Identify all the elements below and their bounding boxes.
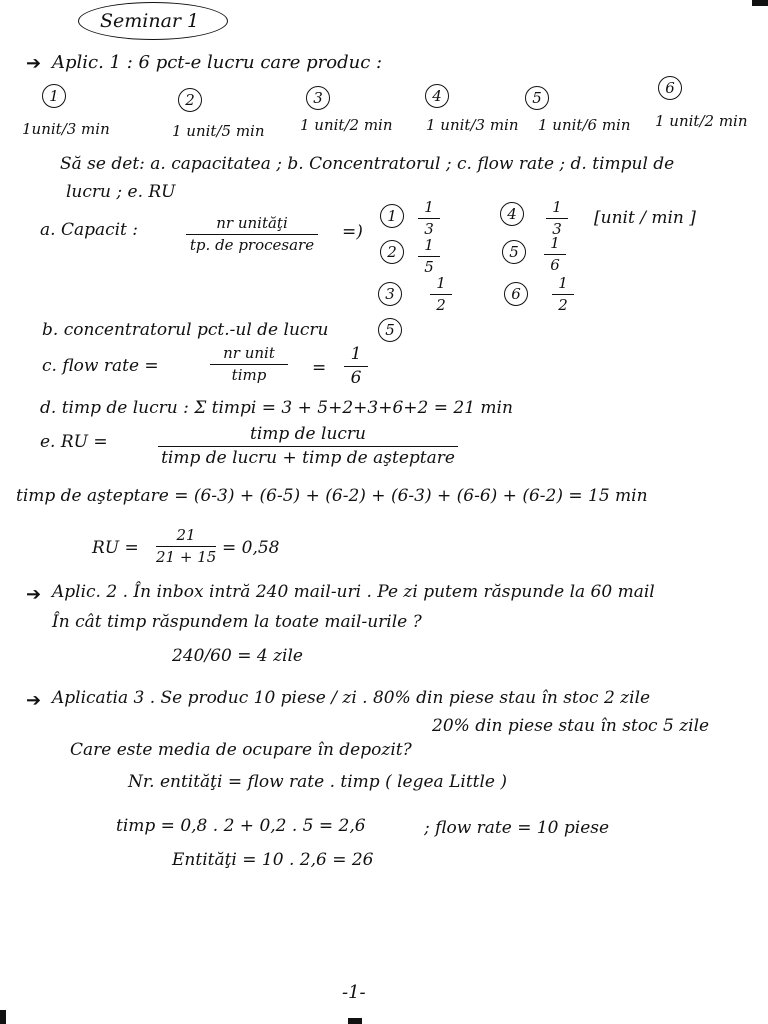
fraction-bar (418, 218, 440, 219)
fraction-bar (544, 254, 566, 255)
ru-denominator: 21 + 15 (156, 548, 217, 566)
c-result-fraction (344, 346, 368, 387)
arrow-icon: ➔ (26, 584, 42, 605)
fraction-bar (552, 294, 574, 295)
station-rate: 1 unit/2 min (300, 116, 393, 134)
cap-station-number: 1 (380, 204, 404, 228)
scan-edge-mark (348, 1018, 362, 1024)
cap-den: 5 (424, 258, 434, 276)
c-fraction (210, 346, 288, 383)
cap-den: 3 (552, 220, 562, 238)
c-denominator: timp (231, 366, 267, 384)
e-denominator: timp de lucru + timp de aşteptare (161, 448, 455, 468)
ex1-question-line1: Să se det: a. capacitatea ; b. Concentratorul ; c. flow rate ; d. timpul de (60, 154, 675, 174)
wait-time-line: timp de aşteptare = (6-3) + (6-5) + (6-2) + (6-3) + (6-6) + (6-2) = 15 min (16, 486, 648, 506)
e-label: e. RU = (40, 432, 108, 452)
cap-fraction (418, 200, 440, 237)
cap-fraction (430, 276, 452, 313)
station-rate: 1 unit/6 min (538, 116, 631, 134)
capacity-unit: [unit / min ] (594, 208, 696, 228)
station-rate: 1unit/3 min (22, 120, 110, 138)
cap-fraction (544, 236, 566, 273)
implies-arrow: =) (342, 222, 363, 242)
ex1-heading: Aplic. 1 : 6 pct-e lucru care produc : (52, 52, 383, 73)
arrow-icon: ➔ (26, 53, 42, 74)
ex3-line6: Entităţi = 10 . 2,6 = 26 (172, 850, 374, 870)
ex2-line1: Aplic. 2 . În inbox intră 240 mail-uri . Pe zi putem răspunde la 60 mail (52, 582, 655, 602)
station-rate: 1 unit/5 min (172, 122, 265, 140)
cap-station-number: 5 (502, 240, 526, 264)
station-number: 3 (306, 86, 330, 110)
page-title: Seminar 1 (100, 10, 200, 32)
cap-fraction (418, 238, 440, 275)
fraction-bar (430, 294, 452, 295)
a-label: a. Capacit : (40, 220, 139, 240)
b-text: b. concentratorul pct.-ul de lucru (42, 320, 329, 340)
ex3-line5b: ; flow rate = 10 piese (424, 818, 610, 838)
cap-num: 1 (424, 236, 434, 254)
cap-fraction (546, 200, 568, 237)
ru-numerator: 21 (176, 526, 196, 544)
fraction-bar (418, 256, 440, 257)
c-result-den: 6 (350, 368, 362, 388)
c-result-num: 1 (350, 344, 362, 364)
ru-fraction (156, 528, 216, 565)
scan-edge-mark (0, 1010, 6, 1024)
ex3-line2: 20% din piese stau în stoc 5 zile (432, 716, 710, 736)
cap-den: 3 (424, 220, 434, 238)
cap-station-number: 6 (504, 282, 528, 306)
ex3-line3: Care este media de ocupare în depozit? (70, 740, 412, 760)
station-number: 1 (42, 84, 66, 108)
e-numerator: timp de lucru (249, 424, 366, 444)
cap-num: 1 (550, 234, 560, 252)
cap-den: 6 (550, 256, 560, 274)
station-number: 2 (178, 88, 202, 112)
fraction-bar (546, 218, 568, 219)
c-numerator: nr unit (223, 344, 275, 362)
station-number: 6 (658, 76, 682, 100)
cap-num: 1 (552, 198, 562, 216)
station-rate: 1 unit/3 min (426, 116, 519, 134)
cap-station-number: 4 (500, 202, 524, 226)
d-text: d. timp de lucru : Σ timpi = 3 + 5+2+3+6+2 = 21 min (40, 398, 513, 418)
cap-num: 1 (424, 198, 434, 216)
ru-label: RU = (92, 538, 139, 558)
cap-num: 1 (558, 274, 568, 292)
station-number: 4 (425, 84, 449, 108)
fraction-bar (344, 366, 368, 367)
fraction-bar (186, 234, 318, 235)
a-denominator: tp. de procesare (189, 236, 315, 254)
b-circle-station: 5 (378, 318, 402, 342)
cap-den: 2 (558, 296, 568, 314)
e-fraction (158, 426, 458, 467)
ex3-line4: Nr. entităţi = flow rate . timp ( legea Little ) (128, 772, 508, 792)
ex2-line2: În cât timp răspundem la toate mail-urile ? (52, 612, 422, 632)
c-label: c. flow rate = (42, 356, 159, 376)
cap-den: 2 (436, 296, 446, 314)
cap-fraction (552, 276, 574, 313)
fraction-bar (158, 446, 458, 447)
cap-station-number: 3 (378, 282, 402, 306)
ru-value: = 0,58 (222, 538, 280, 558)
ex3-line1: Aplicatia 3 . Se produc 10 piese / zi . 80% din piese stau în stoc 2 zile (52, 688, 651, 708)
fraction-bar (156, 546, 216, 547)
station-number: 5 (525, 86, 549, 110)
station-rate: 1 unit/2 min (655, 112, 748, 130)
cap-num: 1 (436, 274, 446, 292)
scan-edge-mark (752, 0, 768, 6)
c-equals: = (312, 358, 327, 378)
fraction-bar (210, 364, 288, 365)
a-numerator: nr unităţi (216, 214, 288, 232)
ex1-question-line2: lucru ; e. RU (66, 182, 176, 202)
cap-station-number: 2 (380, 240, 404, 264)
arrow-icon: ➔ (26, 690, 42, 711)
ex3-line5: timp = 0,8 . 2 + 0,2 . 5 = 2,6 (116, 816, 366, 836)
a-fraction (186, 216, 318, 253)
page-number: -1- (342, 982, 366, 1003)
ex2-line3: 240/60 = 4 zile (172, 646, 303, 666)
